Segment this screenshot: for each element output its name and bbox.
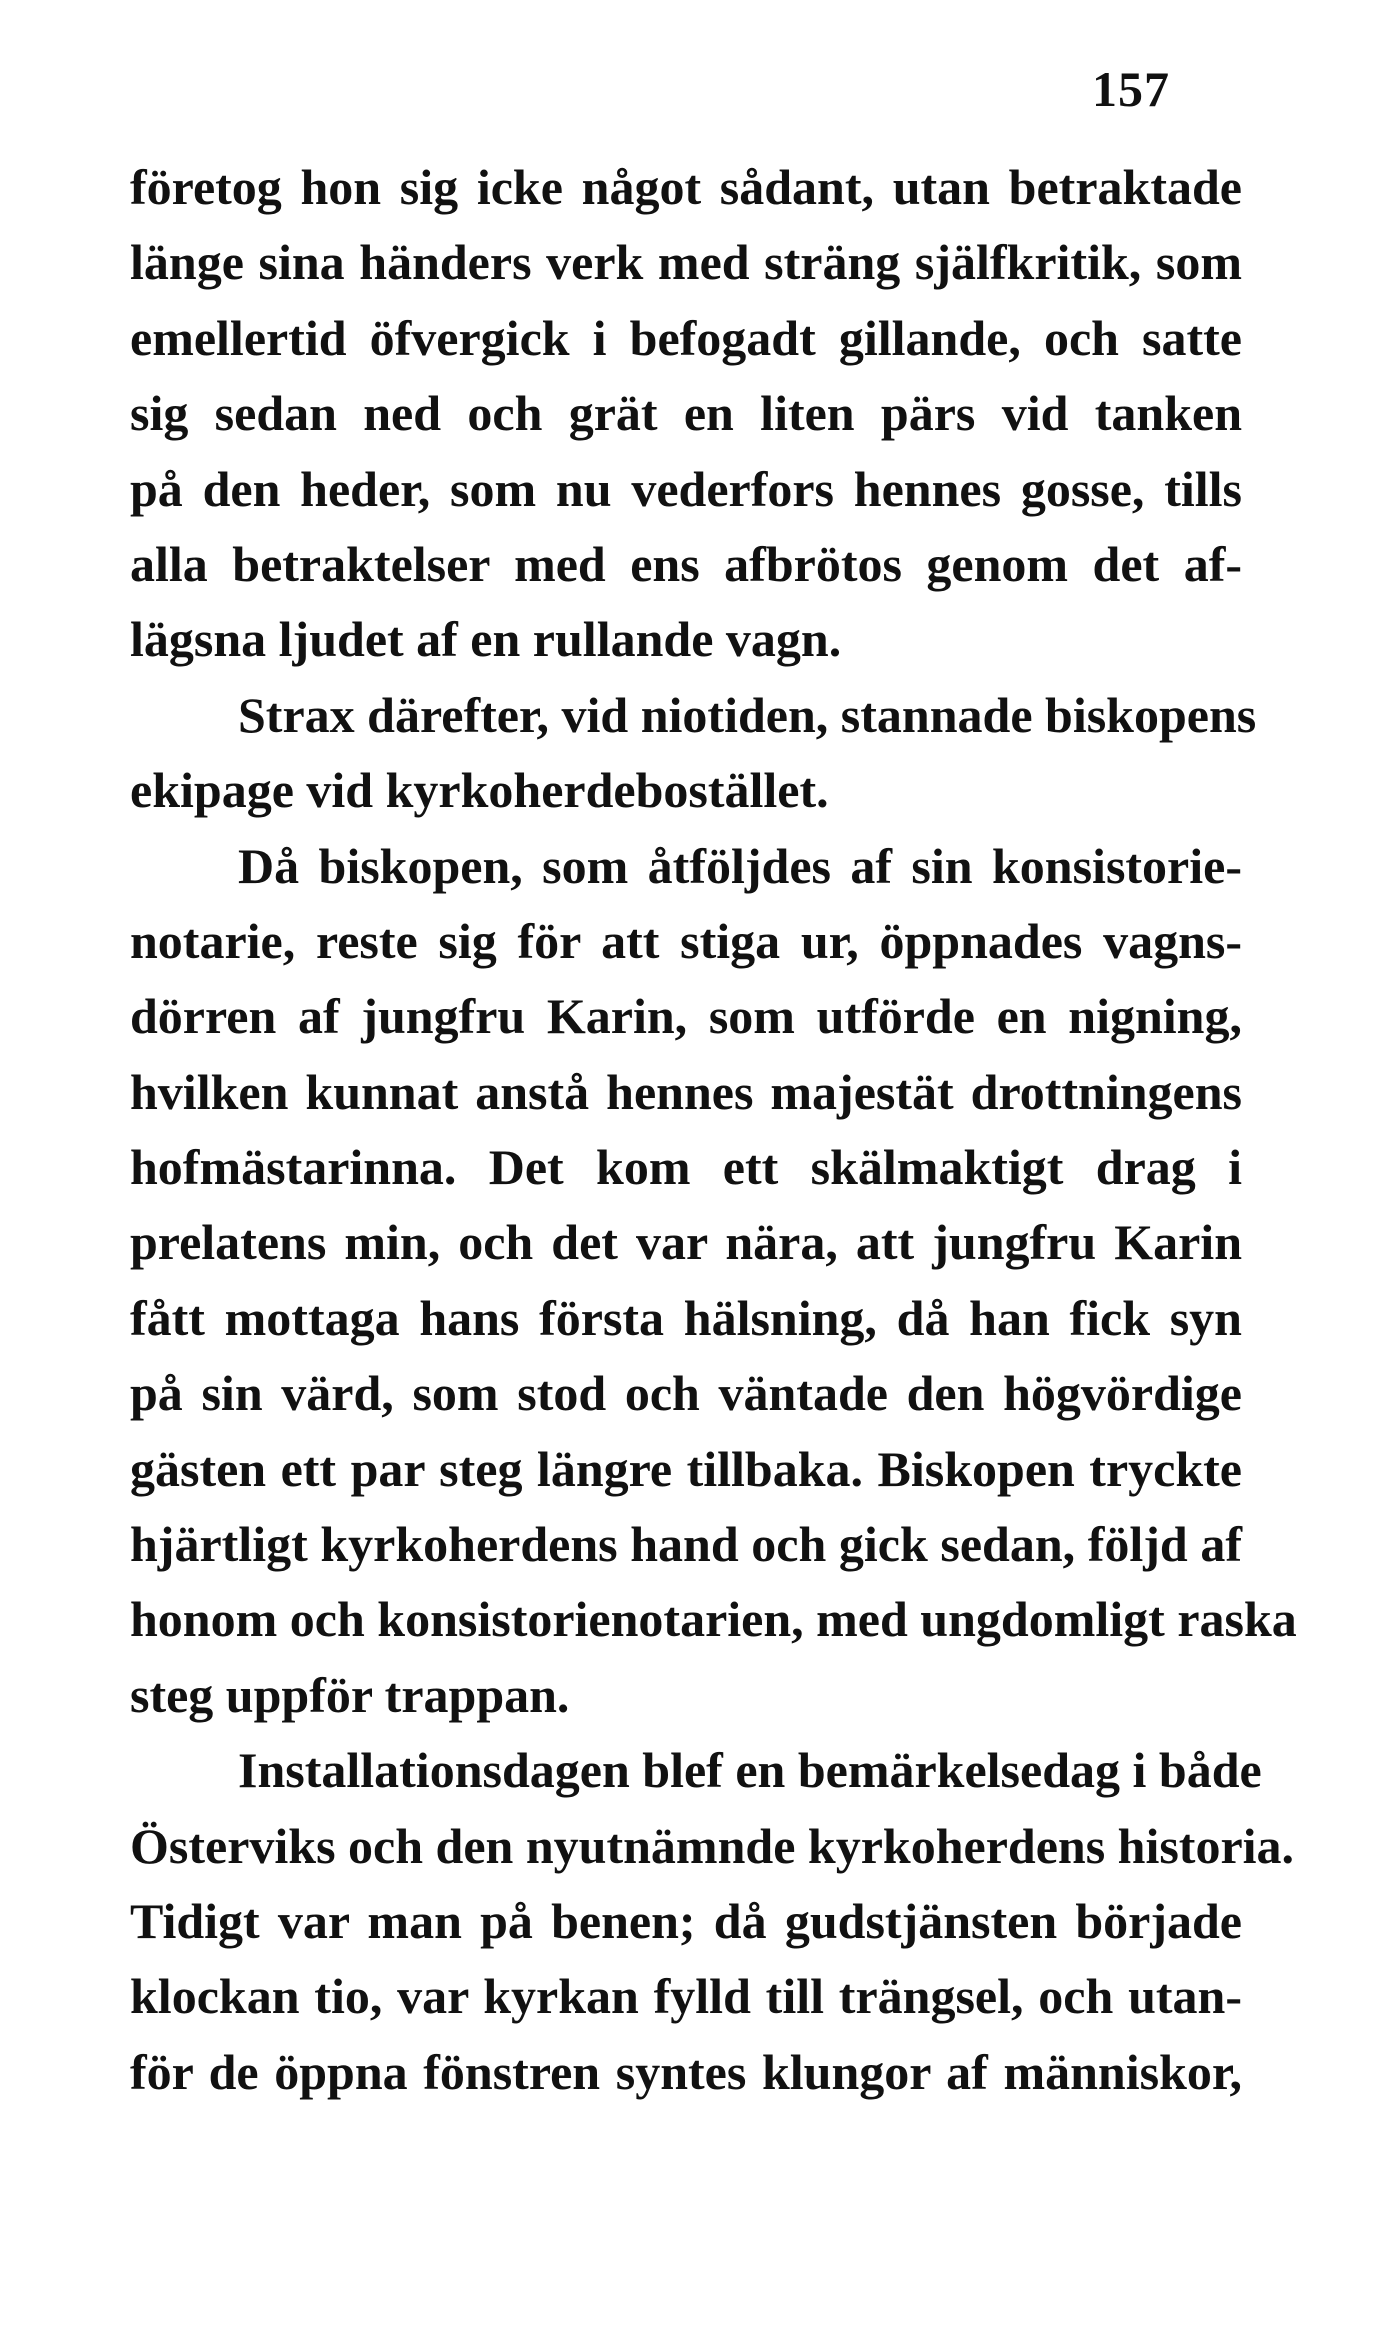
text-line: prelatens min, och det var nära, att jungfru Karin: [130, 1214, 1242, 1271]
text-line: hofmästarinna. Det kom ett skälmaktigt drag i: [130, 1139, 1242, 1196]
text-line: klockan tio, var kyrkan fylld till trängsel, och utan-: [130, 1968, 1242, 2025]
text-line: honom och konsistorienotarien, med ungdomligt raska: [130, 1591, 1297, 1648]
text-line: Tidigt var man på benen; då gudstjänsten började: [130, 1892, 1242, 1949]
text-line: emellertid öfvergick i befogadt gillande, och satte: [130, 309, 1242, 366]
text-line: Strax därefter, vid niotiden, stannade biskopens: [238, 686, 1257, 743]
text-line: på den heder, som nu vederfors hennes gosse, tills: [130, 460, 1242, 517]
text-line: gästen ett par steg längre tillbaka. Biskopen tryckte: [130, 1440, 1242, 1497]
text-line: notarie, reste sig för att stiga ur, öppnades vagns-: [130, 912, 1242, 969]
text-line: Installationsdagen blef en bemärkelsedag i både: [238, 1742, 1262, 1799]
page-number: 157: [1092, 61, 1170, 117]
text-line: företog hon sig icke något sådant, utan betraktade: [130, 159, 1242, 215]
text-line: steg uppför trappan.: [130, 1666, 570, 1723]
text-line: ekipage vid kyrkoherdebostället.: [130, 762, 829, 819]
text-line: alla betraktelser med ens afbrötos genom det af-: [130, 535, 1242, 592]
text-line: länge sina händers verk med sträng själfkritik, som: [130, 234, 1242, 291]
text-line: sig sedan ned och grät en liten pärs vid tanken: [130, 385, 1242, 442]
text-line: Då biskopen, som åtföljdes af sin konsistorie-: [238, 837, 1242, 894]
text-line: Österviks och den nyutnämnde kyrkoherdens historia.: [130, 1817, 1295, 1874]
text-line: lägsna ljudet af en rullande vagn.: [130, 611, 842, 668]
text-line: på sin värd, som stod och väntade den högvördige: [130, 1365, 1242, 1422]
text-line: fått mottaga hans första hälsning, då han fick syn: [130, 1289, 1242, 1346]
text-line: dörren af jungfru Karin, som utförde en nigning,: [130, 988, 1242, 1045]
body-text: [130, 150, 1297, 2110]
text-line: hvilken kunnat anstå hennes majestät drottningens: [130, 1063, 1242, 1120]
text-line: för de öppna fönstren syntes klungor af människor,: [130, 2043, 1242, 2100]
text-line: hjärtligt kyrkoherdens hand och gick sedan, följd af: [130, 1516, 1242, 1573]
